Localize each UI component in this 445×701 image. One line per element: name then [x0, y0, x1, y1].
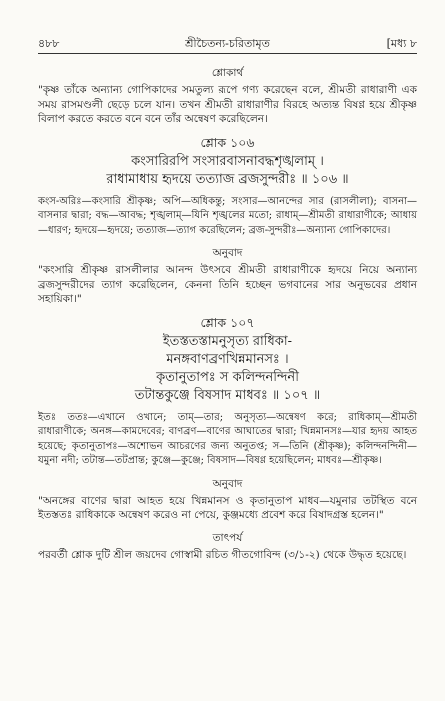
verse-line: কংসারিরপি সংসারবাসনাবদ্ধশৃঙ্খলাম্ ।: [131, 153, 324, 169]
verse-line: রাধামাধায় হৃদয়ে তত্যাজ ব্রজসুন্দরীঃ ॥ ১০৬ ॥: [106, 171, 349, 187]
header-divider: [38, 53, 417, 54]
section-heading-purport-continued: শ্লোকার্থ: [211, 67, 244, 79]
verse-line: কৃতানুতাপঃ স কলিন্দনন্দিনী: [156, 369, 299, 385]
verse-line: মনঙ্গবাণব্রণখিন্নমানসঃ ।: [166, 351, 289, 367]
verse-number-106: শ্লোক ১০৬: [200, 134, 255, 150]
running-header: [38, 35, 417, 51]
purport-paragraph: পরবর্তী শ্লোক দুটি শ্রীল জয়দেব গোস্বামী রচিত গীতগোবিন্দ (৩/১-২) থেকে উদ্ধৃত হয়েছে।: [38, 548, 407, 561]
section-heading-purport: তাৎপর্য: [212, 531, 243, 544]
translation-paragraph: "কংসারি শ্রীকৃষ্ণ রাসলীলার আনন্দ উৎসবে শ্রীমতী রাধারাণীকে হৃদয়ে নিয়ে অন্যান্য ব্রজসুন্দরীদের ত্যাগ করেছিলেন, কেননা তিনি হচ্ছেন ভগবানের সার অনুভবের প্রধান সহায়িকা।": [38, 264, 417, 305]
translation-paragraph: "অনঙ্গের বাণের দ্বারা আহত হয়ে খিন্নমানস ও কৃতানুতাপ মাধব—যমুনার তটস্থিত বনে ইতস্ততঃ রাধিকাকে অন্বেষণ করেও না পেয়ে, কুঞ্জমধ্যে প্রবেশ করে বিষাদগ্রস্ত হলেন।": [38, 494, 417, 521]
section-heading-translation: অনুবাদ: [212, 477, 243, 490]
running-title: শ্রীচৈতন্য-চরিতামৃত: [185, 37, 270, 50]
verse-line: ইতস্ততস্তামনুসৃত্য রাধিকা-: [162, 333, 293, 349]
chapter-marker: [মধ্য ৮: [386, 37, 417, 50]
section-heading-translation: অনুবাদ: [212, 247, 243, 259]
verse-line: তটান্তকুঞ্জে বিষসাদ মাধবঃ ॥ ১০৭ ॥: [134, 387, 321, 403]
paragraph: "কৃষ্ণ তাঁকে অন্যান্য গোপিকাদের সমতুল্য রূপে গণ্য করেছেন বলে, শ্রীমতী রাধারাণী এক সময় রাসমণ্ডলী ছেড়ে চলে যান। তখন শ্রীমতী রাধারাণীর বিরহে অত্যন্ত বিষণ্ণ হয়ে শ্রীকৃষ্ণ বিলাপ করতে করতে বনে বনে তাঁর অন্বেষণ করেছিলেন।: [38, 84, 417, 125]
word-for-word: কংস-অরিঃ—কংসারি শ্রীকৃষ্ণ; অপি—অধিকন্তু; সংসার—আনন্দের সার (রাসলীলা); বাসনা—বাসনার দ্বারা; বদ্ধ—আবদ্ধ; শৃঙ্খলাম্—যিনি শৃঙ্খলের মতো; রাধাম্—শ্রীমতী রাধারাণীকে; আধায়—ধারণ; হৃদয়ে—হৃদয়ে; তত্যাজ—ত্যাগ করেছিলেন; ব্রজ-সুন্দরীঃ—অন্যান্য গোপিকাদের।: [38, 195, 417, 236]
page-number: ৪৮৮: [38, 37, 60, 50]
word-for-word: ইতঃ ততঃ—এখানে ওখানে; তাম্—তার; অনুসৃত্য—অন্বেষণ করে; রাধিকাম্—শ্রীমতী রাধারাণীকে; অনঙ্গ—কামদেবের; বাণব্রণ—বাণের আঘাতের দ্বারা; খিন্নমানসঃ—যার হৃদয় আহত হয়েছে; কৃতানুতাপঃ—অশোভন আচরণের জন্য অনুতপ্ত; স—তিনি (শ্রীকৃষ্ণ); কলিন্দনন্দিনী—যমুনা নদী; তটান্ত—তটপ্রান্ত; কুঞ্জে—কুঞ্জে; বিষসাদ—বিষণ্ণ হয়েছিলেন; মাধবঃ—শ্রীকৃষ্ণ।: [38, 411, 417, 466]
verse-number-107: শ্লোক ১০৭: [200, 314, 255, 330]
page-content: [38, 66, 417, 562]
